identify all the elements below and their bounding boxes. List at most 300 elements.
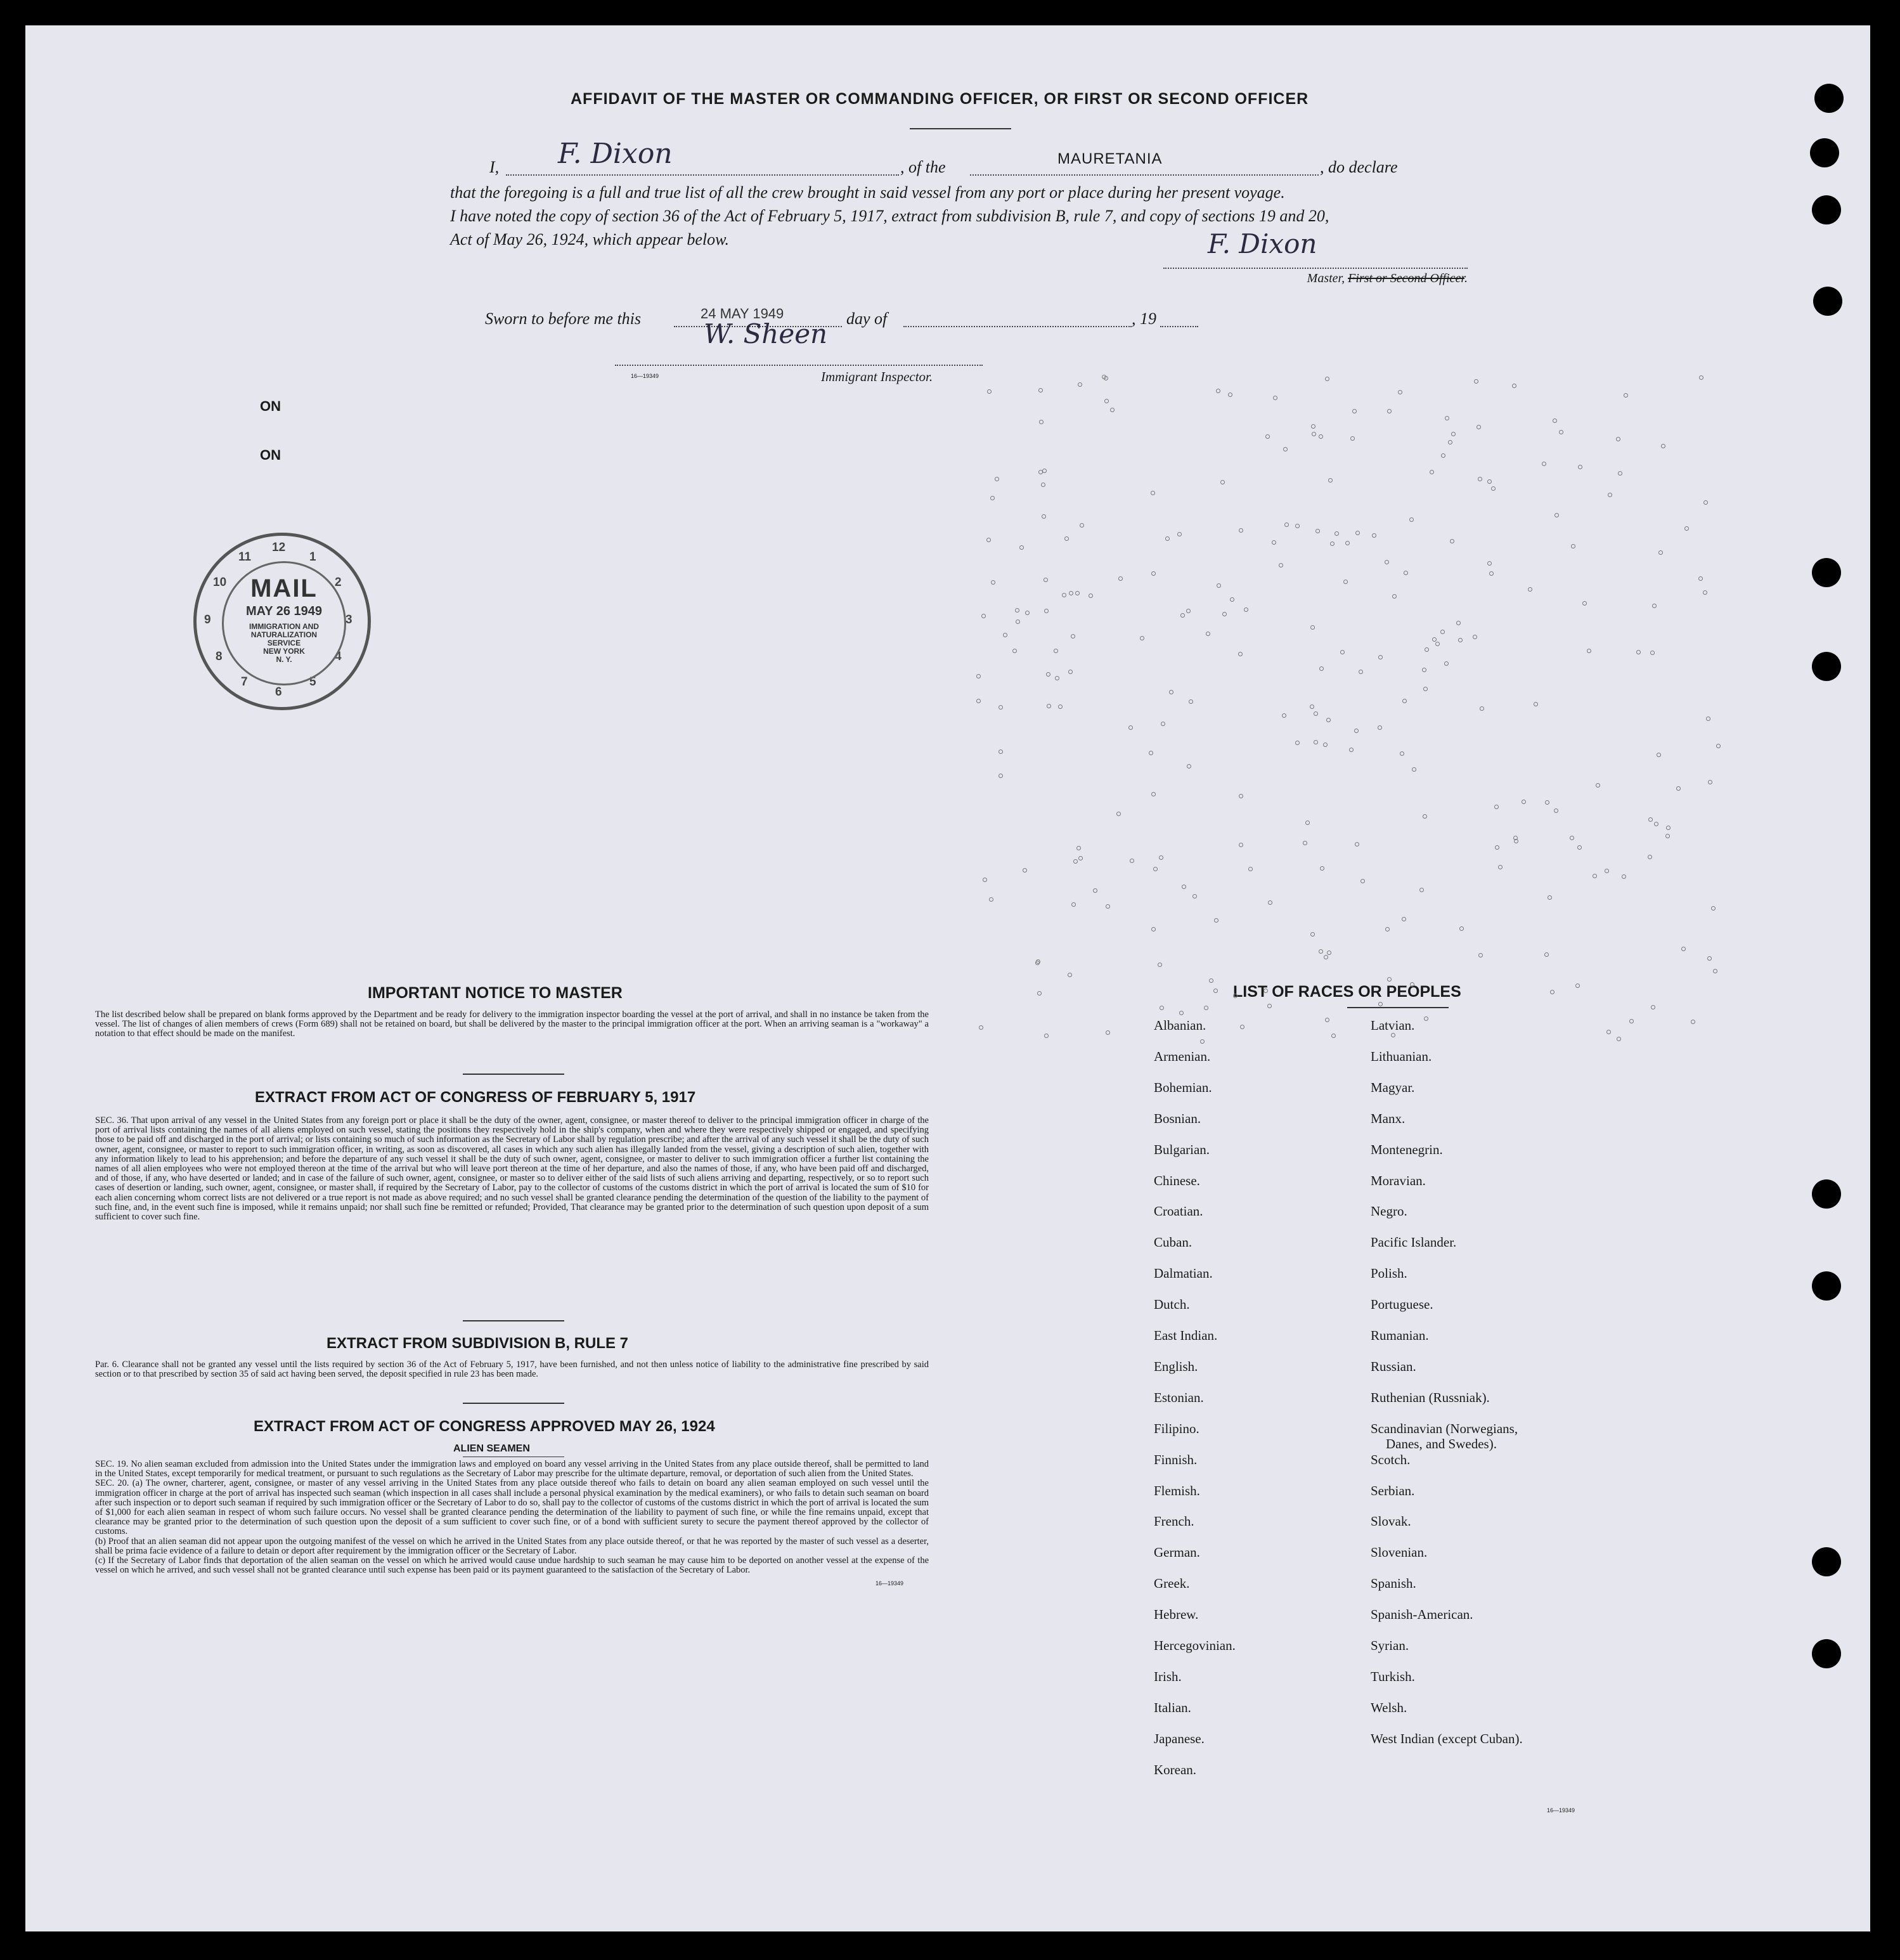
speck <box>1359 670 1363 674</box>
speck <box>1130 859 1134 863</box>
race-item: Filipino. <box>1154 1420 1199 1436</box>
year-prefix: , 19 <box>1132 309 1156 328</box>
speck <box>1273 396 1277 400</box>
speck <box>1078 856 1083 860</box>
race-item: Scotch. <box>1371 1451 1411 1467</box>
do-declare-label: , do declare <box>1320 158 1398 176</box>
speck <box>1042 514 1046 519</box>
speck <box>1423 687 1428 691</box>
speck <box>1217 583 1221 588</box>
speck <box>1398 390 1402 394</box>
speck <box>1412 767 1416 772</box>
speck <box>1080 523 1084 528</box>
speck <box>1391 1033 1395 1037</box>
speck <box>1160 1006 1164 1010</box>
speck <box>1410 982 1414 987</box>
speck <box>1159 855 1163 860</box>
speck <box>998 774 1003 778</box>
speck <box>1228 393 1232 397</box>
speck <box>1650 651 1655 655</box>
race-item: Russian. <box>1371 1358 1416 1374</box>
speck <box>1440 630 1445 634</box>
race-item: Spanish-American. <box>1371 1607 1473 1623</box>
speck <box>1089 594 1093 598</box>
sec-20b: (b) Proof that an alien seaman did not appear upon the outgoing manifest of the vessel on which he arrived in the United States from any place outside thereof, or that he was reported by the master of such vessel as a deserter, shall be prima facie evidence of a failure to detain or deport after requirement by the immigration officer or the Secretary of Labor. <box>95 1536 929 1556</box>
speck <box>1220 480 1225 484</box>
race-item: German. <box>1154 1545 1200 1561</box>
speck <box>1355 531 1360 535</box>
speck <box>1044 1034 1049 1038</box>
speck <box>1665 834 1670 838</box>
speck <box>1238 652 1243 656</box>
speck <box>1378 725 1382 730</box>
race-item: Bulgarian. <box>1154 1141 1210 1157</box>
clock-number: 5 <box>309 675 316 689</box>
speck <box>1323 743 1328 747</box>
speck <box>1424 1016 1428 1021</box>
speck <box>1044 578 1048 582</box>
speck <box>1542 462 1546 466</box>
speck <box>1587 649 1591 653</box>
speck <box>1335 531 1339 536</box>
speck <box>1151 571 1156 576</box>
speck <box>1459 926 1464 931</box>
race-item: Chinese. <box>1154 1172 1200 1188</box>
speck <box>1494 805 1499 809</box>
notice-title: IMPORTANT NOTICE TO MASTER <box>368 984 623 1002</box>
stamp-label: MAIL <box>250 574 318 602</box>
speck <box>1387 977 1392 982</box>
speck <box>1435 642 1440 646</box>
speck <box>1582 601 1587 606</box>
clock-number: 8 <box>216 650 223 663</box>
speck <box>1151 792 1156 796</box>
speck <box>1661 444 1665 448</box>
of-the-label: , of the <box>900 158 946 176</box>
speck <box>1078 382 1082 387</box>
speck <box>1430 470 1434 474</box>
speck <box>1616 437 1620 441</box>
extract-1924-title: EXTRACT FROM ACT OF CONGRESS APPROVED MAY 26, 1924 <box>254 1418 715 1435</box>
speck <box>1477 425 1481 429</box>
race-item: Turkish. <box>1371 1668 1415 1684</box>
caption-master: Master, <box>1307 271 1345 285</box>
race-item: Cuban. <box>1154 1235 1192 1250</box>
speck <box>991 580 995 585</box>
speck <box>1648 855 1652 859</box>
speck <box>1047 704 1051 708</box>
speck <box>1110 408 1115 412</box>
speck <box>1617 1037 1621 1041</box>
speck <box>1522 800 1526 804</box>
speck <box>1578 465 1582 469</box>
speck <box>1186 609 1191 613</box>
speck <box>1128 725 1133 730</box>
speck <box>1327 951 1331 955</box>
speck <box>1474 379 1478 384</box>
speck <box>1423 814 1427 819</box>
speck <box>1553 419 1557 423</box>
speck <box>1330 542 1335 546</box>
speck <box>1458 638 1463 642</box>
sec-20a: SEC. 20. (a) The owner, charterer, agent, consignee, or master of any vessel arriving in the United States from any place outside thereof who fails to detain on board any alien seaman employed on such vessel until the immigration officer in charge at the port of arrival has inspected such seaman (which inspection in all cases shall include a personal physical examination by the medical examiners), or who fails to detain such seaman on board after such inspection or to deport such seaman if required by such immigration officer or the Secretary of Labor to do so, shall pay to the collector of customs of the customs district in which the port of arrival is located the sum of $1,000 for each alien seaman in respect of whom such failure occurs. No vessel shall be granted clearance pending the determination of the liability to payment of such fine, or while the fine remains unpaid, except that clearance may be granted prior to the determination of such question upon the deposit of a sum sufficient to cover such fine, or of a bond with sufficient surety to secure the payment thereof approved by the collector of customs. <box>95 1478 929 1537</box>
speck <box>1076 846 1081 850</box>
speck <box>1648 817 1653 822</box>
speck <box>1326 718 1331 722</box>
speck <box>1385 560 1389 564</box>
race-item: Japanese. <box>1154 1730 1205 1746</box>
speck <box>1104 376 1108 380</box>
speck <box>1106 1030 1110 1035</box>
speck <box>1448 440 1452 445</box>
speck <box>1151 491 1155 495</box>
speck <box>1268 900 1272 905</box>
speck <box>1161 722 1165 726</box>
speck <box>1378 655 1383 659</box>
speck <box>1684 526 1689 531</box>
speck <box>1425 647 1429 652</box>
sec-19: SEC. 19. No alien seaman excluded from admission into the United States under the immigration laws and employed on board any vessel arriving in the United States from any place outside thereof, shall be permitted to land in the United States, except temporarily for medical treatment, or pursuant to such regulations as the Secretary of Labor may prescribe for the ultimate departure, removal, or deportation of such alien from the United States. <box>95 1459 929 1479</box>
speck <box>1548 895 1552 900</box>
speck <box>1345 541 1350 545</box>
speck <box>1038 470 1043 474</box>
speck <box>1498 865 1503 869</box>
speck <box>1267 1004 1272 1008</box>
speck <box>1554 808 1558 813</box>
master-name-handwritten: F. Dixon <box>558 138 673 170</box>
speck <box>1272 540 1276 545</box>
speck <box>1487 479 1492 484</box>
speck <box>1071 634 1075 639</box>
speck <box>987 389 992 394</box>
speck <box>1069 591 1073 595</box>
master-signature: F. Dixon <box>1208 228 1317 259</box>
speck <box>1654 822 1658 826</box>
affidavit-body-line: I have noted the copy of section 36 of the Act of February 5, 1917, extract from subdivision B, rule 7, and copy of sections 19 and 20, <box>450 207 1329 225</box>
speck <box>1216 389 1220 393</box>
speck <box>1512 384 1516 388</box>
speck <box>1039 420 1044 424</box>
race-item: Lithuanian. <box>1371 1048 1432 1064</box>
rule7-title: EXTRACT FROM SUBDIVISION B, RULE 7 <box>326 1335 629 1352</box>
inspector-signature: W. Sheen <box>704 318 828 349</box>
speck <box>990 496 995 500</box>
speck <box>1703 500 1708 505</box>
speck <box>1456 621 1461 625</box>
affidavit-body-line: that the foregoing is a full and true list of all the crew brought in said vessel from any port or place during her present voyage. <box>450 183 1285 202</box>
speck <box>1233 994 1238 998</box>
race-item: Scandinavian (Norwegians, <box>1371 1420 1518 1436</box>
speck <box>1303 841 1307 845</box>
day-of-label: day of <box>846 309 888 328</box>
speck <box>976 674 981 678</box>
speck <box>1283 447 1288 451</box>
race-item: Welsh. <box>1371 1699 1407 1715</box>
speck <box>981 614 986 618</box>
speck <box>1177 532 1182 536</box>
speck <box>1392 594 1397 599</box>
speck <box>1035 961 1040 965</box>
speck <box>1016 620 1020 624</box>
speck <box>1263 989 1268 993</box>
affidavit-title: AFFIDAVIT OF THE MASTER OR COMMANDING OFFICER, OR FIRST OR SECOND OFFICER <box>571 90 1309 108</box>
race-item: Armenian. <box>1154 1048 1211 1064</box>
race-item: Slovak. <box>1371 1514 1411 1529</box>
speck <box>1360 879 1365 883</box>
caption-struck: First or Second Officer <box>1348 271 1464 285</box>
speck <box>976 699 981 703</box>
speck <box>1636 650 1641 654</box>
margin-mark: ON <box>260 447 281 463</box>
speck <box>1214 918 1218 923</box>
speck <box>1240 1025 1244 1029</box>
speck <box>1023 868 1027 873</box>
race-item: Rumanian. <box>1371 1328 1429 1343</box>
speck <box>1608 493 1612 497</box>
race-item: Portuguese. <box>1371 1297 1433 1313</box>
speck <box>1652 604 1657 608</box>
speck <box>1042 469 1047 473</box>
race-item: Danes, and Swedes). <box>1386 1436 1497 1451</box>
speck <box>1189 699 1193 704</box>
speck <box>1707 956 1712 961</box>
speck <box>1315 529 1320 533</box>
extract-1917-body: SEC. 36. That upon arrival of any vessel in the United States from any foreign port or place it shall be the duty of the owner, agent, consignee, or master thereof to deliver to the principal immigration officer in charge of the port of arrival lists containing the names of all aliens employed on such vessel, stating the positions they respectively hold in the ship's company, when and where they were respectively shipped or engaged, and specifying those to be paid off and discharged in the port of arrival; or lists containing so much of such information as the Secretary of Labor shall by regulation prescribe; and after the arrival of any such vessel it shall be the duty of such owner, agent, consignee, or master to report to such immigration officer, in writing, as soon as discovered, all cases in which any such alien has illegally landed from the vessel, giving a description of such alien, together with any information likely to lead to his apprehension; and before the departure of any such vessel it shall be the duty of such owner, agent, consignee, or master to deliver to such immigration officer a further list containing the names of all alien employees who were not employed thereon at the time of the arrival but who will leave port thereon at the time of her departure, and also the names of those, if any, who have been paid off and discharged, and of those, if any, who have deserted or landed; and in case of the failure of such owner, agent, consignee, or master so to deliver either of the said lists of such aliens arriving and departing, respectively, or so to report such cases of desertion or landing, such owner, agent, consignee, or master shall, if required by the Secretary of Labor, pay to the collector of customs of the customs district in which the port of arrival is located the sum of $10 for each alien concerning whom correct lists are not delivered or a true report is not made as above required; and no such vessel shall be granted clearance pending the determination of the question of the liability to the payment of such fine, and, in the event such fine is imposed, while it remains unpaid; nor shall such fine be remitted or refunded; Provided, That clearance may be granted prior to the determination of such question upon deposit of a sum sufficient to cover such fine. <box>95 1115 929 1223</box>
speck <box>1480 706 1484 711</box>
speck <box>1699 375 1703 380</box>
clock-number: 7 <box>241 675 248 689</box>
speck <box>1058 704 1063 709</box>
speck <box>1450 539 1454 543</box>
speck <box>1343 580 1348 584</box>
speck <box>1200 1039 1205 1044</box>
clock-number: 12 <box>272 541 286 554</box>
speck <box>1575 983 1580 988</box>
form-number: 16—19349 <box>631 373 659 379</box>
speck <box>1239 843 1243 847</box>
race-item: Manx. <box>1371 1110 1406 1126</box>
extract-1924-subtitle: ALIEN SEAMEN <box>453 1443 530 1454</box>
form-number: 16—19349 <box>1547 1807 1575 1814</box>
speck <box>1387 409 1392 413</box>
race-item: Estonian. <box>1154 1389 1204 1405</box>
speck <box>1404 571 1408 575</box>
race-item: Albanian. <box>1154 1018 1206 1033</box>
speck <box>1295 524 1300 528</box>
race-item: French. <box>1154 1514 1194 1529</box>
race-item: Greek. <box>1154 1576 1190 1592</box>
speck <box>1400 751 1404 756</box>
speck <box>1314 740 1318 744</box>
speck <box>1038 388 1043 393</box>
speck <box>1554 513 1559 517</box>
manifest-page <box>25 25 1870 1931</box>
speck <box>1319 949 1323 954</box>
speck <box>1629 1019 1634 1023</box>
speck <box>1068 670 1073 674</box>
speck <box>1149 751 1153 755</box>
speck <box>1698 576 1703 581</box>
speck <box>1340 650 1345 654</box>
speck <box>1657 753 1661 757</box>
vessel-name: MAURETANIA <box>1057 150 1163 167</box>
speck <box>1118 576 1123 581</box>
speck <box>1075 591 1080 595</box>
paper-speckle <box>25 25 1870 1931</box>
speck <box>1106 904 1110 909</box>
speck <box>1279 563 1283 568</box>
speck <box>1444 661 1449 666</box>
speck <box>1473 635 1477 639</box>
speck <box>1711 906 1716 911</box>
speck <box>1104 399 1109 403</box>
speck <box>1310 704 1314 709</box>
speck <box>1713 969 1717 973</box>
speck <box>1355 842 1359 847</box>
margin-mark: ON <box>260 398 281 414</box>
speck <box>1071 902 1076 907</box>
speck <box>1550 990 1554 994</box>
clock-number: 10 <box>213 576 227 589</box>
speck <box>1206 632 1210 636</box>
speck <box>1325 377 1329 381</box>
speck <box>1284 522 1289 527</box>
race-item: Hebrew. <box>1154 1607 1199 1623</box>
speck <box>1451 432 1456 436</box>
caption-end: . <box>1464 271 1468 285</box>
speck <box>1703 590 1707 595</box>
race-item: East Indian. <box>1154 1328 1218 1343</box>
speck <box>1314 711 1318 716</box>
race-item: Flemish. <box>1154 1483 1200 1498</box>
speck <box>1209 978 1213 983</box>
speck <box>1349 748 1354 752</box>
speck <box>1331 1034 1336 1038</box>
speck <box>1046 672 1050 677</box>
speck <box>1041 483 1045 487</box>
speck <box>1487 561 1492 566</box>
speck <box>1352 409 1357 413</box>
speck <box>1544 952 1549 957</box>
speck <box>1073 859 1078 864</box>
clock-number: 9 <box>204 613 211 626</box>
speck <box>1372 533 1376 538</box>
stamp-org-line: NATURALIZATION <box>250 630 318 639</box>
speck <box>1230 597 1234 602</box>
speck <box>1213 989 1218 993</box>
race-item: Montenegrin. <box>1371 1141 1443 1157</box>
speck <box>1244 607 1248 612</box>
clock-number: 11 <box>238 550 252 564</box>
speck <box>1350 436 1355 441</box>
speck <box>1239 528 1243 533</box>
speck <box>1062 593 1066 597</box>
speck <box>1239 794 1243 798</box>
speck <box>1716 744 1721 748</box>
race-item: Bohemian. <box>1154 1079 1212 1095</box>
sworn-label: Sworn to before me this <box>485 309 642 328</box>
speck <box>1571 544 1575 548</box>
stamp-org-line: IMMIGRATION AND <box>249 622 319 631</box>
form-number: 16—19349 <box>875 1580 903 1587</box>
speck <box>1676 786 1681 791</box>
speck <box>1545 800 1549 805</box>
speck <box>989 897 993 902</box>
speck <box>1606 1030 1611 1034</box>
affidavit-body-line: Act of May 26, 1924, which appear below. <box>450 230 730 249</box>
date-stamp: 24 MAY 1949 <box>701 306 784 321</box>
speck <box>1151 927 1156 931</box>
speck <box>1708 780 1712 784</box>
speck <box>1491 486 1496 491</box>
clock-number: 3 <box>346 613 352 626</box>
race-item: Latvian. <box>1371 1018 1415 1033</box>
speck <box>1325 1018 1329 1022</box>
speck <box>1691 1020 1695 1024</box>
speck <box>1054 649 1058 653</box>
race-item: Pacific Islander. <box>1371 1235 1457 1250</box>
speck <box>1534 702 1538 706</box>
speck <box>1265 434 1270 439</box>
speck <box>1651 1005 1655 1009</box>
clock-number: 4 <box>335 650 342 663</box>
speck <box>1378 1002 1383 1006</box>
speck <box>1328 478 1333 483</box>
speck <box>1019 545 1024 550</box>
stamp-org-line: N. Y. <box>276 655 292 664</box>
speck <box>1192 894 1197 899</box>
race-item: West Indian (except Cuban). <box>1371 1730 1523 1746</box>
speck <box>1658 550 1663 555</box>
speck <box>1310 625 1315 630</box>
speck <box>1432 637 1437 642</box>
speck <box>1068 973 1072 977</box>
race-item: Serbian. <box>1371 1483 1415 1498</box>
speck <box>1320 866 1324 871</box>
speck <box>1495 845 1499 850</box>
speck <box>986 538 991 542</box>
clock-number: 6 <box>275 685 282 699</box>
speck <box>1312 432 1316 436</box>
speck <box>1204 1006 1208 1010</box>
speck <box>1409 517 1414 522</box>
speck <box>1622 874 1626 879</box>
speck <box>1319 434 1323 439</box>
speck <box>1182 885 1186 889</box>
stamp-org-line: SERVICE <box>267 639 301 647</box>
speck <box>1570 836 1574 840</box>
speck <box>1222 612 1227 616</box>
race-item: Bosnian. <box>1154 1110 1201 1126</box>
races-title: LIST OF RACES OR PEOPLES <box>1233 983 1461 1001</box>
race-item: Ruthenian (Russniak). <box>1371 1389 1490 1405</box>
speck <box>1158 963 1162 967</box>
extract-1917-title: EXTRACT FROM ACT OF CONGRESS OF FEBRUARY 5, 1917 <box>255 1089 696 1106</box>
speck <box>1179 1011 1184 1015</box>
speck <box>1402 699 1407 703</box>
speck <box>1528 587 1532 592</box>
speck <box>979 1025 983 1030</box>
speck <box>1445 416 1449 420</box>
race-item: Hercegovinian. <box>1154 1638 1236 1653</box>
clock-number: 2 <box>335 576 342 589</box>
speck <box>1422 668 1426 672</box>
race-item: Spanish. <box>1371 1576 1416 1592</box>
speck <box>1282 713 1286 718</box>
speck <box>1187 764 1191 769</box>
race-item: Magyar. <box>1371 1079 1415 1095</box>
race-item: Croatian. <box>1154 1204 1203 1219</box>
